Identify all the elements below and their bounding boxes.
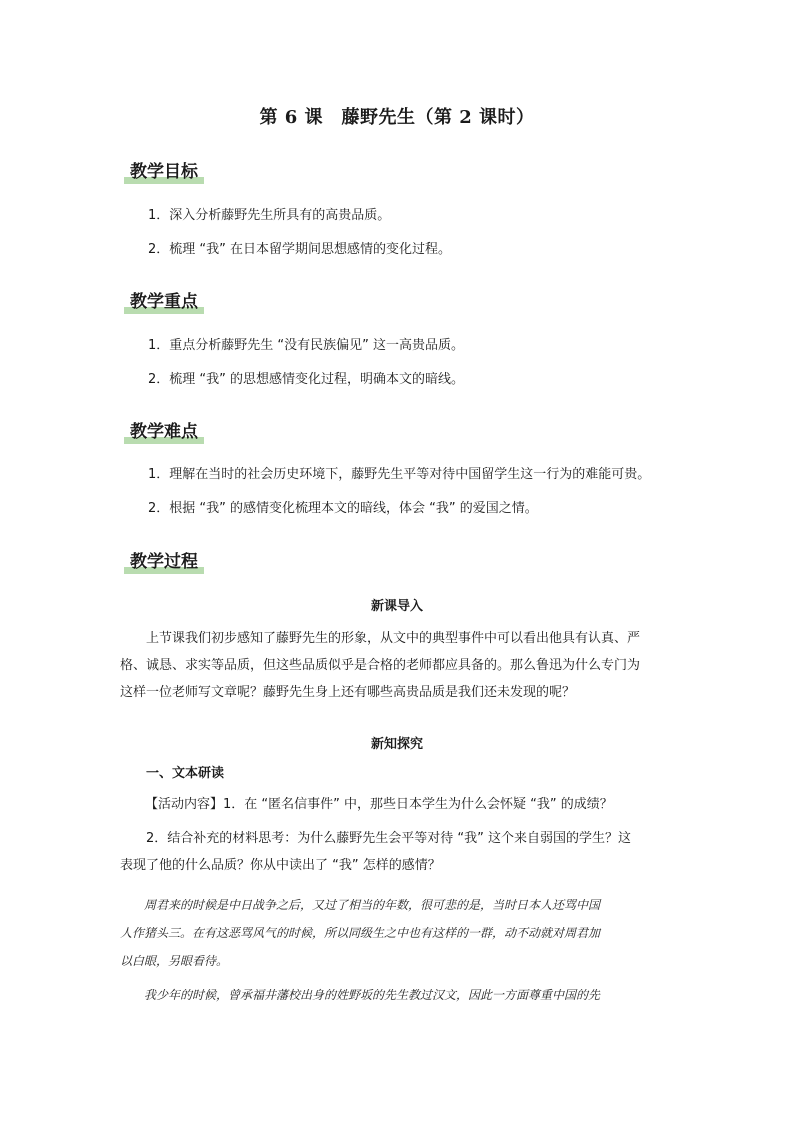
lesson-title: 第 6 课 藤野先生（第 2 课时） (259, 107, 535, 128)
supplementary-material (120, 891, 680, 1009)
part-title: 一、文本研读 (120, 766, 225, 781)
activity-q2-line: 表现了他的什么品质？你从中读出了 “我” 怎样的感情？ (120, 858, 441, 873)
key-point-item-1: 1．重点分析藤野先生 “没有民族偏见” 这一高贵品质。 (148, 338, 465, 353)
activity-question-2 (120, 825, 680, 879)
activity-question-1 (145, 791, 705, 818)
activity-q2-line: 2．结合补充的材料思考：为什么藤野先生会平等对待 “我” 这个来自弱国的学生？这 (120, 831, 632, 846)
section-heading-goals: 教学目标 (128, 159, 204, 185)
activity-q1-text: 1．在 “匿名信事件” 中，那些日本学生为什么会怀疑 “我” 的成绩？ (223, 797, 613, 812)
quote-line: 我少年的时候，曾承福井藩校出身的姓野坂的先生教过汉文，因此一方面尊重中国的先 (120, 988, 601, 1002)
intro-line: 格、诚恳、求实等品质，但这些品质似乎是合格的老师都应具备的。那么鲁迅为什么专门为 (120, 658, 641, 673)
quote-line: 周君来的时候是中日战争之后，又过了相当的年数，很可悲的是，当时日本人还骂中国 (120, 898, 601, 912)
section-heading-process: 教学过程 (128, 549, 204, 575)
section-heading-key-points: 教学重点 (128, 289, 204, 315)
goal-item-2: 2．梳理 “我” 在日本留学期间思想感情的变化过程。 (148, 242, 452, 257)
section-heading-difficulties: 教学难点 (128, 419, 204, 445)
intro-paragraph (120, 625, 680, 706)
difficulty-item-1: 1．理解在当时的社会历史环境下，藤野先生平等对待中国留学生这一行为的难能可贵。 (148, 467, 651, 482)
quote-line: 以白眼，另眼看待。 (120, 954, 229, 968)
activity-label: 【活动内容】 (145, 797, 224, 812)
intro-line: 这样一位老师写文章呢？藤野先生身上还有哪些高贵品质是我们还未发现的呢？ (120, 685, 576, 700)
intro-subtitle: 新课导入 (370, 599, 423, 614)
explore-subtitle: 新知探究 (370, 737, 423, 752)
quote-line: 人作猪头三。在有这恶骂风气的时候，所以同级生之中也有这样的一群，动不动就对周君加 (120, 926, 601, 940)
intro-line: 上节课我们初步感知了藤野先生的形象，从文中的典型事件中可以看出他具有认真、严 (120, 631, 641, 646)
key-point-item-2: 2．梳理 “我” 的思想感情变化过程，明确本文的暗线。 (148, 372, 465, 387)
goal-item-1: 1．深入分析藤野先生所具有的高贵品质。 (148, 208, 391, 223)
difficulty-item-2: 2．根据 “我” 的感情变化梳理本文的暗线，体会 “我” 的爱国之情。 (148, 501, 538, 516)
